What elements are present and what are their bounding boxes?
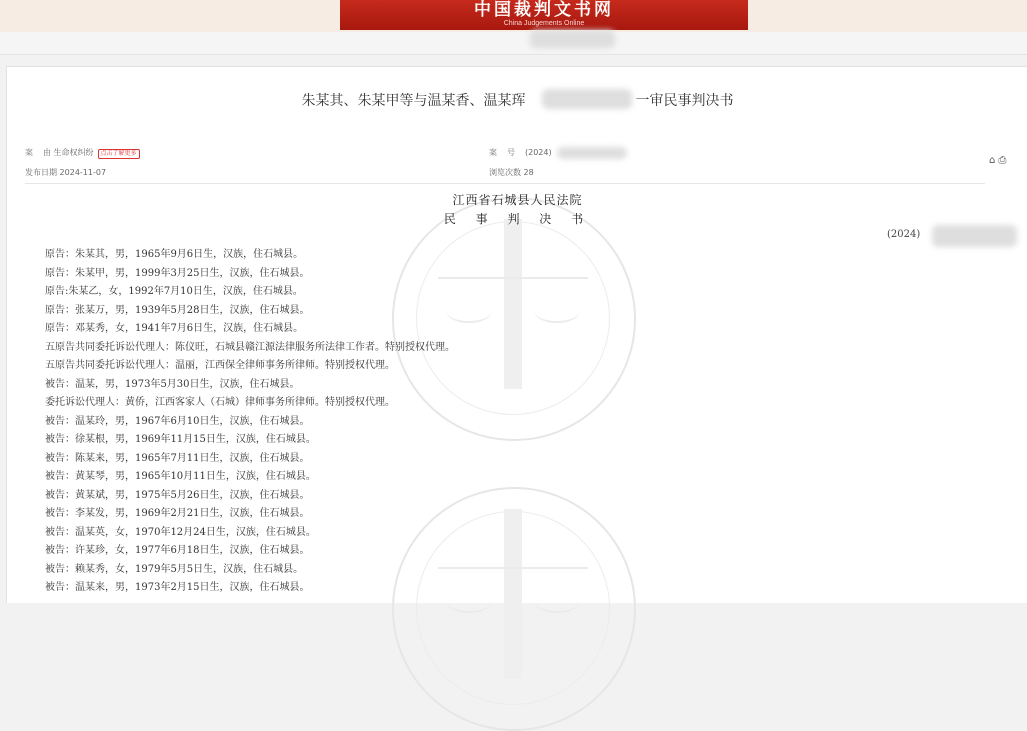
party-line: 原告：邓某秀，女，1941年7月6日生，汉族，住石城县。	[45, 323, 304, 334]
party-line: 被告：许某珍，女，1977年6月18日生，汉族，住石城县。	[45, 545, 310, 556]
site-logo: 中国裁判文书网	[474, 0, 614, 20]
nav-strip	[0, 32, 1027, 55]
party-line: 被告：陈某来，男，1965年7月11日生，汉族，住石城县。	[45, 452, 310, 464]
party-line: 五原告共同委托诉讼代理人：陈仪旺，石城县赣江源法律服务所法律工作者。特别授权代理。	[45, 341, 455, 353]
party-line: 被告：赖某秀，女，1979年5月5日生，汉族，住石城县。	[45, 563, 304, 575]
learn-more-badge[interactable]: 点击了解更多	[98, 149, 140, 159]
home-icon[interactable]: ⌂	[989, 155, 996, 166]
party-list	[45, 246, 1005, 598]
redacted-block	[542, 89, 632, 109]
publish-date: 2024-11-07	[59, 168, 107, 177]
site-subtitle: China Judgements Online	[503, 20, 585, 27]
document-title	[7, 90, 1027, 110]
party-line: 五原告共同委托诉讼代理人：温丽，江西保全律师事务所律师。特别授权代理。	[45, 360, 395, 371]
document-type: 民 事 判 决 书	[443, 212, 592, 226]
case-meta: 案 号 (2024)	[489, 148, 552, 157]
publish-meta: 发布日期 2024-11-07	[25, 168, 107, 177]
party-line: 被告：温某英，女，1970年12月24日生，汉族，住石城县。	[45, 526, 316, 538]
party-line: 原告:朱某乙，女，1992年7月10日生，汉族，住石城县。	[45, 286, 303, 297]
title-main: 朱某其、朱某甲等与温某香、温某珲	[301, 93, 526, 109]
party-line: 被告：温某来，男，1973年2月15日生，汉族，住石城县。	[45, 582, 310, 593]
views-meta: 浏览次数 28	[489, 168, 534, 177]
doc-tools	[989, 155, 1009, 166]
party-line: 被告：温某玲，男，1967年6月10日生，汉族，住石城县。	[45, 415, 310, 427]
redacted-block	[557, 147, 627, 159]
party-line: 被告：黄某斌，男，1975年5月26日生，汉族，住石城县。	[45, 489, 310, 501]
meta-divider	[25, 183, 985, 184]
party-line: 原告：朱某甲，男，1999年3月25日生，汉族，住石城县。	[45, 267, 310, 279]
document-panel	[6, 66, 1027, 603]
cause-value[interactable]: 生命权纠纷	[53, 148, 94, 157]
case-number: (2024)	[887, 229, 921, 240]
party-line: 被告：温某，男，1973年5月30日生，汉族，住石城县。	[45, 378, 300, 390]
party-line: 委托诉讼代理人：黄侨，江西客家人（石城）律师事务所律师。特别授权代理。	[45, 397, 395, 408]
party-line: 被告：黄某琴，男，1965年10月11日生，汉族，住石城县。	[45, 471, 316, 482]
party-line: 被告：李某发，男，1969年2月21日生，汉族，住石城县。	[45, 508, 310, 519]
party-line: 原告：张某万，男，1939年5月28日生，汉族，住石城县。	[45, 304, 310, 316]
print-icon[interactable]: ⎙	[998, 155, 1007, 166]
party-line: 原告：朱某其，男，1965年9月6日生，汉族，住石城县。	[45, 249, 304, 260]
redacted-block	[932, 225, 1017, 247]
case-number-value: (2024)	[525, 148, 552, 157]
cause-meta: 案 由 生命权纠纷 点击了解更多	[25, 148, 140, 159]
court-name: 江西省石城县人民法院	[452, 193, 583, 207]
views-count: 28	[523, 168, 534, 177]
party-line: 被告：徐某根，男，1969年11月15日生，汉族，住石城县。	[45, 434, 316, 445]
redacted-block	[530, 30, 615, 48]
site-banner[interactable]	[340, 0, 748, 30]
title-suffix: 一审民事判决书	[635, 93, 734, 109]
